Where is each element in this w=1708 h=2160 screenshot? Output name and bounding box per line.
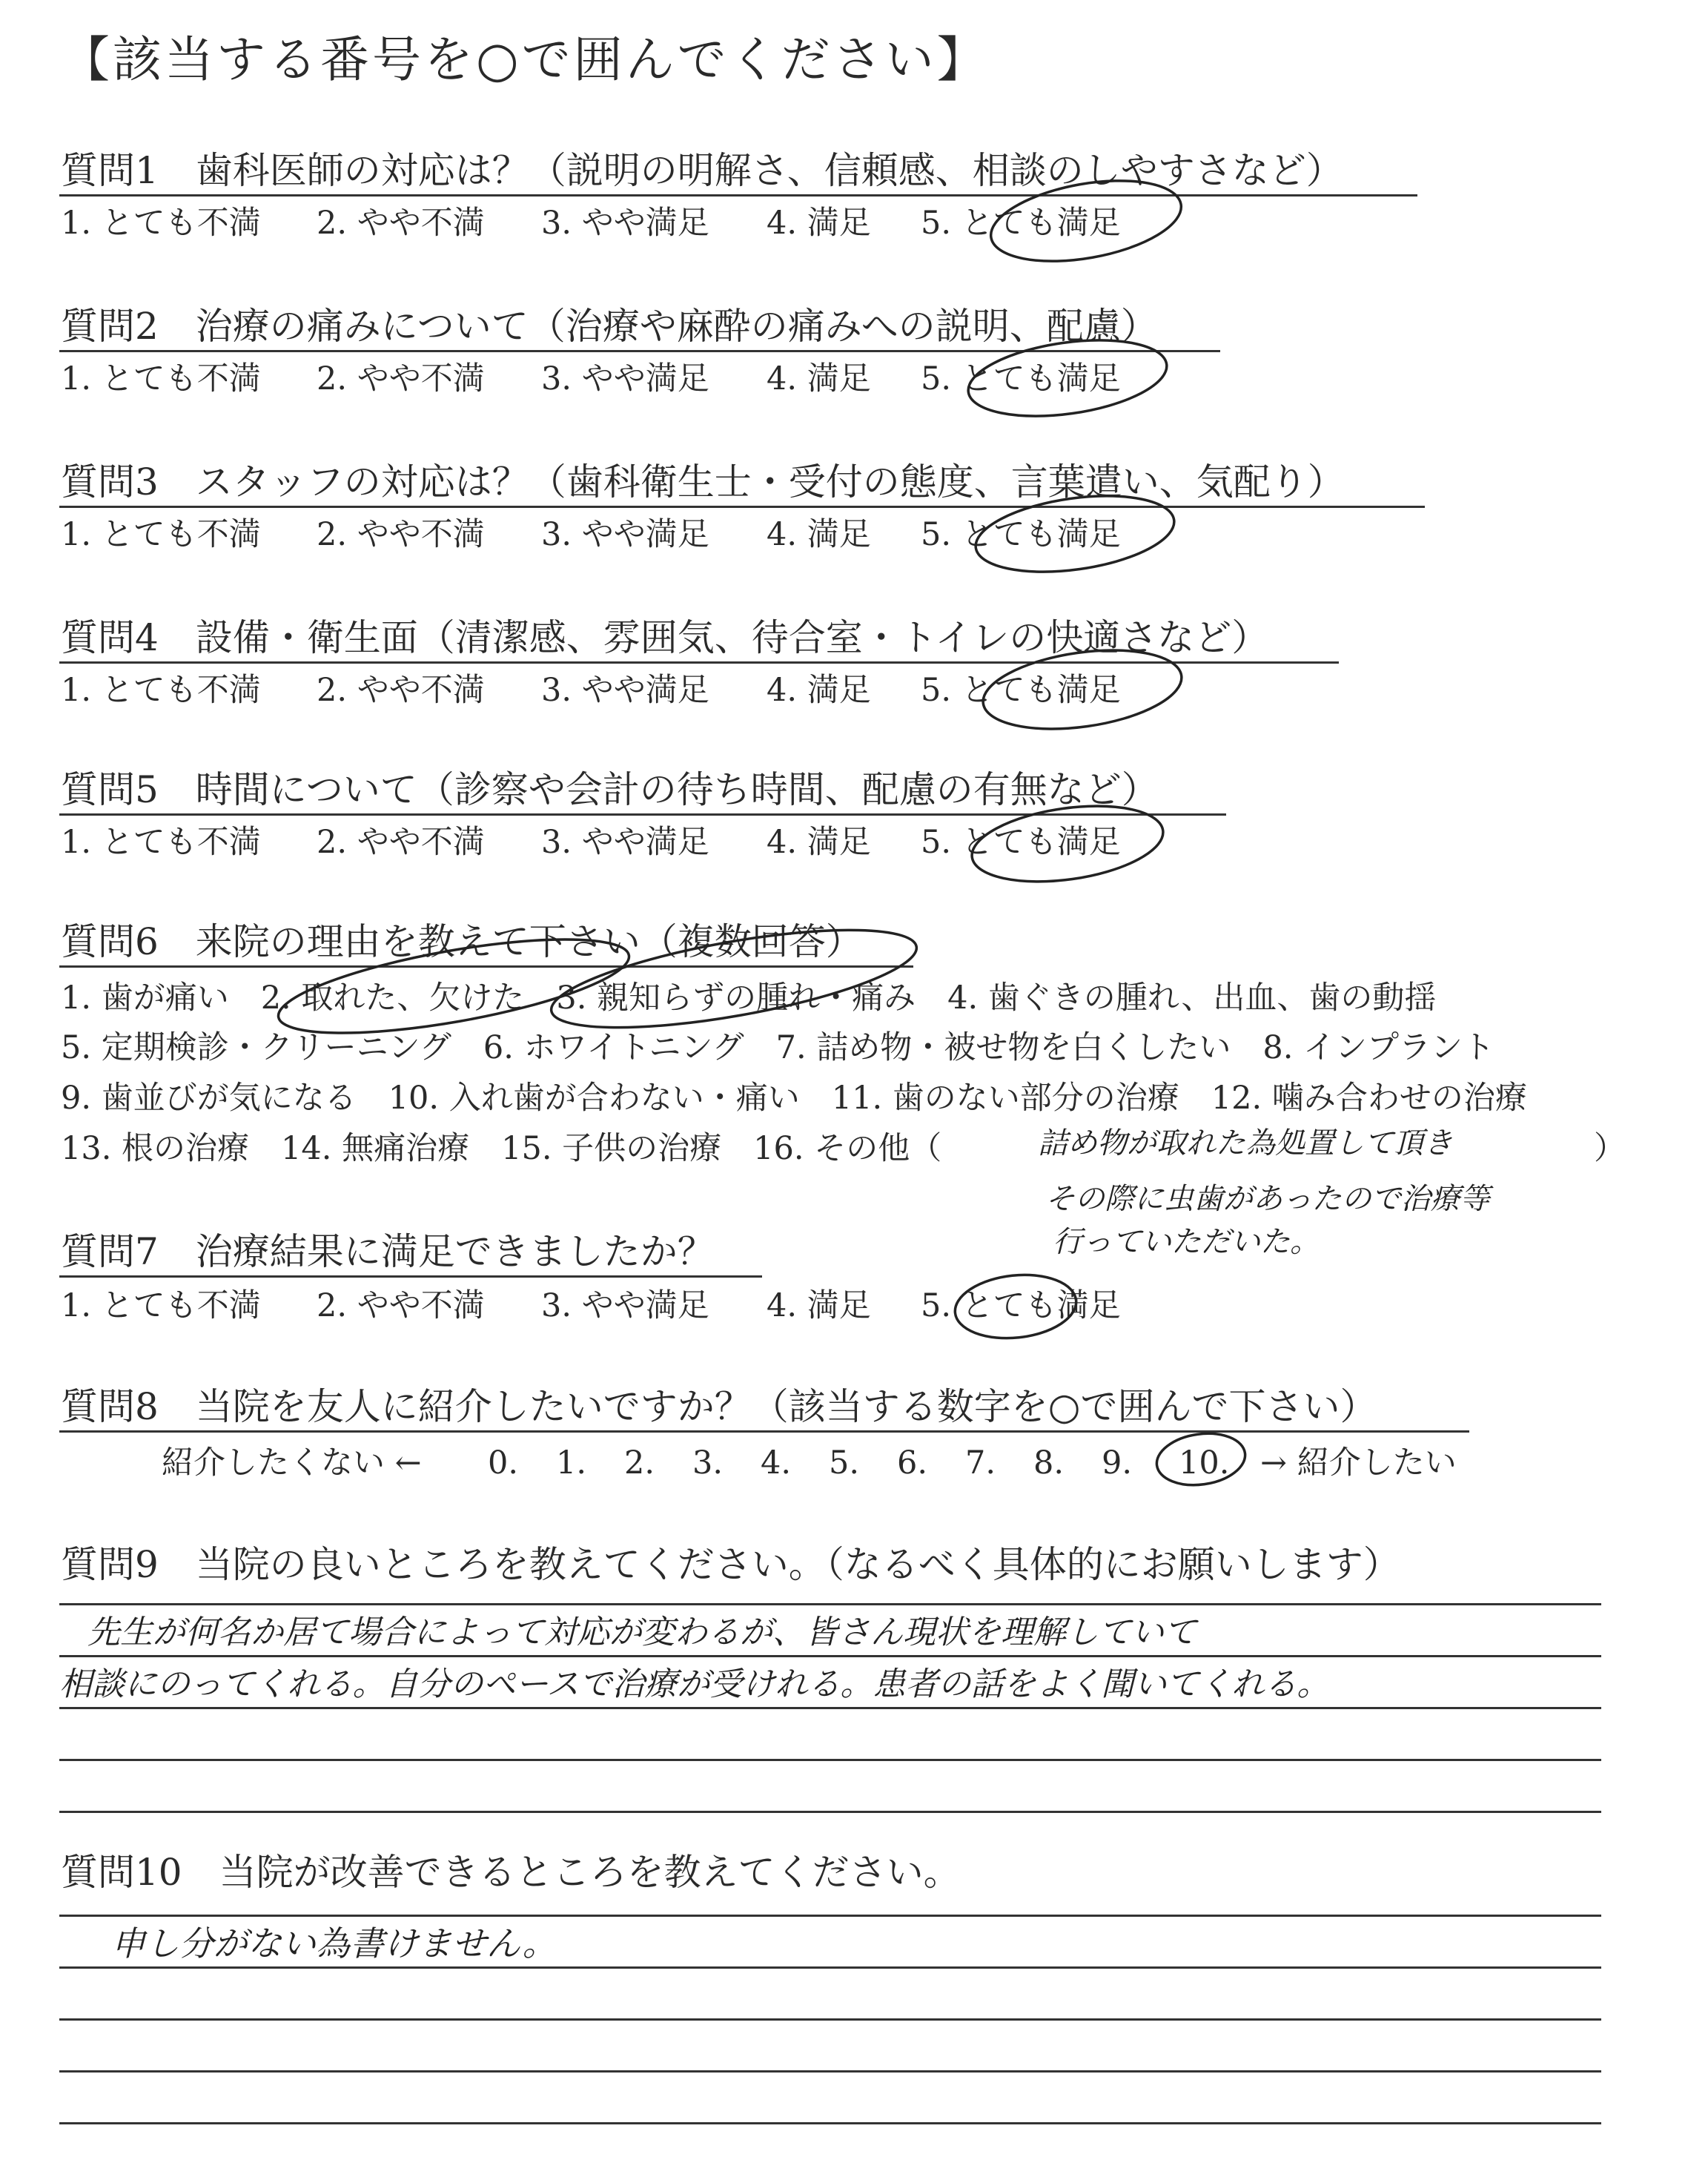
q7-option-1[interactable]: 1. とても不満 [61,1287,261,1324]
question-5-underline [59,813,1226,816]
question-10-label: 質問10 当院が改善できるところを教えてください。 [61,1851,961,1894]
form-title: 【該当する番号を○で囲んでください】 [61,31,989,88]
q9-answer-text-1: 先生が何名か居て場合によって対応が変わるが、皆さん現状を理解していて [87,1614,1196,1651]
question-3-underline [59,506,1425,508]
q4-option-4[interactable]: 4. 満足 [767,672,871,709]
question-2-label: 質問2 治療の痛みについて（治療や麻酔の痛みへの説明、配慮） [61,305,1158,348]
q4-option-3[interactable]: 3. やや満足 [541,672,709,709]
question-9-label: 質問9 当院の良いところを教えてください。（なるべく具体的にお願いします） [61,1543,1400,1586]
q2-option-3[interactable]: 3. やや満足 [541,360,709,397]
q6-options-row-1[interactable]: 1. 歯が痛い 2. 取れた、欠けた 3. 親知らずの腫れ・痛み 4. 歯ぐきの腫れ、出血、歯の動揺 [61,980,1437,1017]
question-7-underline [59,1275,762,1278]
q9-answer-line-3 [59,1707,1601,1709]
question-7-label: 質問7 治療結果に満足できましたか？ [61,1230,715,1273]
q2-option-2[interactable]: 2. やや不満 [317,360,485,397]
q3-option-5[interactable]: 5. とても満足 [921,516,1121,553]
q6-other-handwritten-3: 行っていただいた。 [1053,1225,1320,1259]
q1-option-5[interactable]: 5. とても満足 [921,205,1121,242]
q7-option-5[interactable]: 5. とても満足 [921,1287,1121,1324]
q10-answer-line-1 [59,1915,1601,1917]
question-6-label: 質問6 来院の理由を教えて下さい（複数回答） [61,920,863,963]
q4-option-5[interactable]: 5. とても満足 [921,672,1121,709]
question-4-underline [59,661,1339,664]
q6-other-handwritten-2: その際に虫歯があったので治療等 [1045,1182,1490,1216]
q7-option-3[interactable]: 3. やや満足 [541,1287,709,1324]
q6-options-row-3[interactable]: 9. 歯並びが気になる 10. 入れ歯が合わない・痛い 11. 歯のない部分の治療 12. 噛み合わせの治療 [61,1080,1527,1117]
question-8-underline [59,1430,1469,1433]
q9-answer-line-5 [59,1811,1601,1813]
q2-option-1[interactable]: 1. とても不満 [61,360,261,397]
q4-option-2[interactable]: 2. やや不満 [317,672,485,709]
q6-options-row-2[interactable]: 5. 定期検診・クリーニング 6. ホワイトニング 7. 詰め物・被せ物を白くしたい 8. インプラント [61,1029,1495,1066]
q3-option-4[interactable]: 4. 満足 [767,516,871,553]
q7-option-4[interactable]: 4. 満足 [767,1287,871,1324]
q6-options-row-4[interactable]: 13. 根の治療 14. 無痛治療 15. 子供の治療 16. その他（ [61,1130,942,1167]
q8-scale-4[interactable]: 4. [761,1444,792,1482]
q8-scale-left-label: 紹介したくない ← [162,1444,422,1482]
q8-scale-right-label: → 紹介したい [1260,1444,1457,1482]
q8-scale-10[interactable]: 10. [1179,1444,1230,1482]
q2-option-5[interactable]: 5. とても満足 [921,360,1121,397]
q5-option-3[interactable]: 3. やや満足 [541,824,709,861]
q1-option-3[interactable]: 3. やや満足 [541,205,709,242]
q10-answer-line-3 [59,2018,1601,2021]
q2-option-4[interactable]: 4. 満足 [767,360,871,397]
q8-scale-1[interactable]: 1. [556,1444,587,1482]
q3-option-3[interactable]: 3. やや満足 [541,516,709,553]
question-1-underline [59,194,1417,196]
q8-scale-3[interactable]: 3. [692,1444,724,1482]
q5-option-2[interactable]: 2. やや不満 [317,824,485,861]
q8-scale-0[interactable]: 0. [488,1444,519,1482]
q8-scale-2[interactable]: 2. [624,1444,655,1482]
q10-answer-line-2 [59,1966,1601,1969]
q9-answer-line-4 [59,1759,1601,1761]
question-8-label: 質問8 当院を友人に紹介したいですか？（該当する数字を○で囲んで下さい） [61,1385,1377,1428]
q8-scale-7[interactable]: 7. [965,1444,996,1482]
q5-option-5[interactable]: 5. とても満足 [921,824,1121,861]
q3-option-2[interactable]: 2. やや不満 [317,516,485,553]
q7-option-2[interactable]: 2. やや不満 [317,1287,485,1324]
q8-scale-9[interactable]: 9. [1102,1444,1133,1482]
q4-option-1[interactable]: 1. とても不満 [61,672,261,709]
q1-option-4[interactable]: 4. 満足 [767,205,871,242]
q9-answer-line-2 [59,1655,1601,1657]
q5-option-4[interactable]: 4. 満足 [767,824,871,861]
question-4-label: 質問4 設備・衛生面（清潔感、雰囲気、待合室・トイレの快適さなど） [61,616,1269,659]
q10-answer-line-5 [59,2122,1601,2124]
question-1-label: 質問1 歯科医師の対応は？（説明の明解さ、信頼感、相談のしやすさなど） [61,149,1343,192]
q5-option-1[interactable]: 1. とても不満 [61,824,261,861]
q10-answer-text-1: 申し分がない為書けません。 [111,1923,557,1964]
q6-other-handwritten-1: 詰め物が取れた為処置して頂き [1038,1126,1453,1160]
question-3-label: 質問3 スタッフの対応は？（歯科衛生士・受付の態度、言葉遣い、気配り） [61,460,1345,503]
q6-other-close-paren: ） [1594,1130,1626,1167]
q8-scale-5[interactable]: 5. [829,1444,860,1482]
q9-answer-text-2: 相談にのってくれる。自分のペースで治療が受けれる。患者の話をよく聞いてくれる。 [59,1665,1330,1703]
question-5-label: 質問5 時間について（診察や会計の待ち時間、配慮の有無など） [61,768,1159,811]
q8-scale-8[interactable]: 8. [1033,1444,1065,1482]
q3-option-1[interactable]: 1. とても不満 [61,516,261,553]
q1-option-2[interactable]: 2. やや不満 [317,205,485,242]
q1-option-1[interactable]: 1. とても不満 [61,205,261,242]
q8-scale-6[interactable]: 6. [897,1444,928,1482]
question-6-underline [59,965,913,968]
question-2-underline [59,350,1220,352]
q9-answer-line-1 [59,1603,1601,1605]
q10-answer-line-4 [59,2070,1601,2073]
